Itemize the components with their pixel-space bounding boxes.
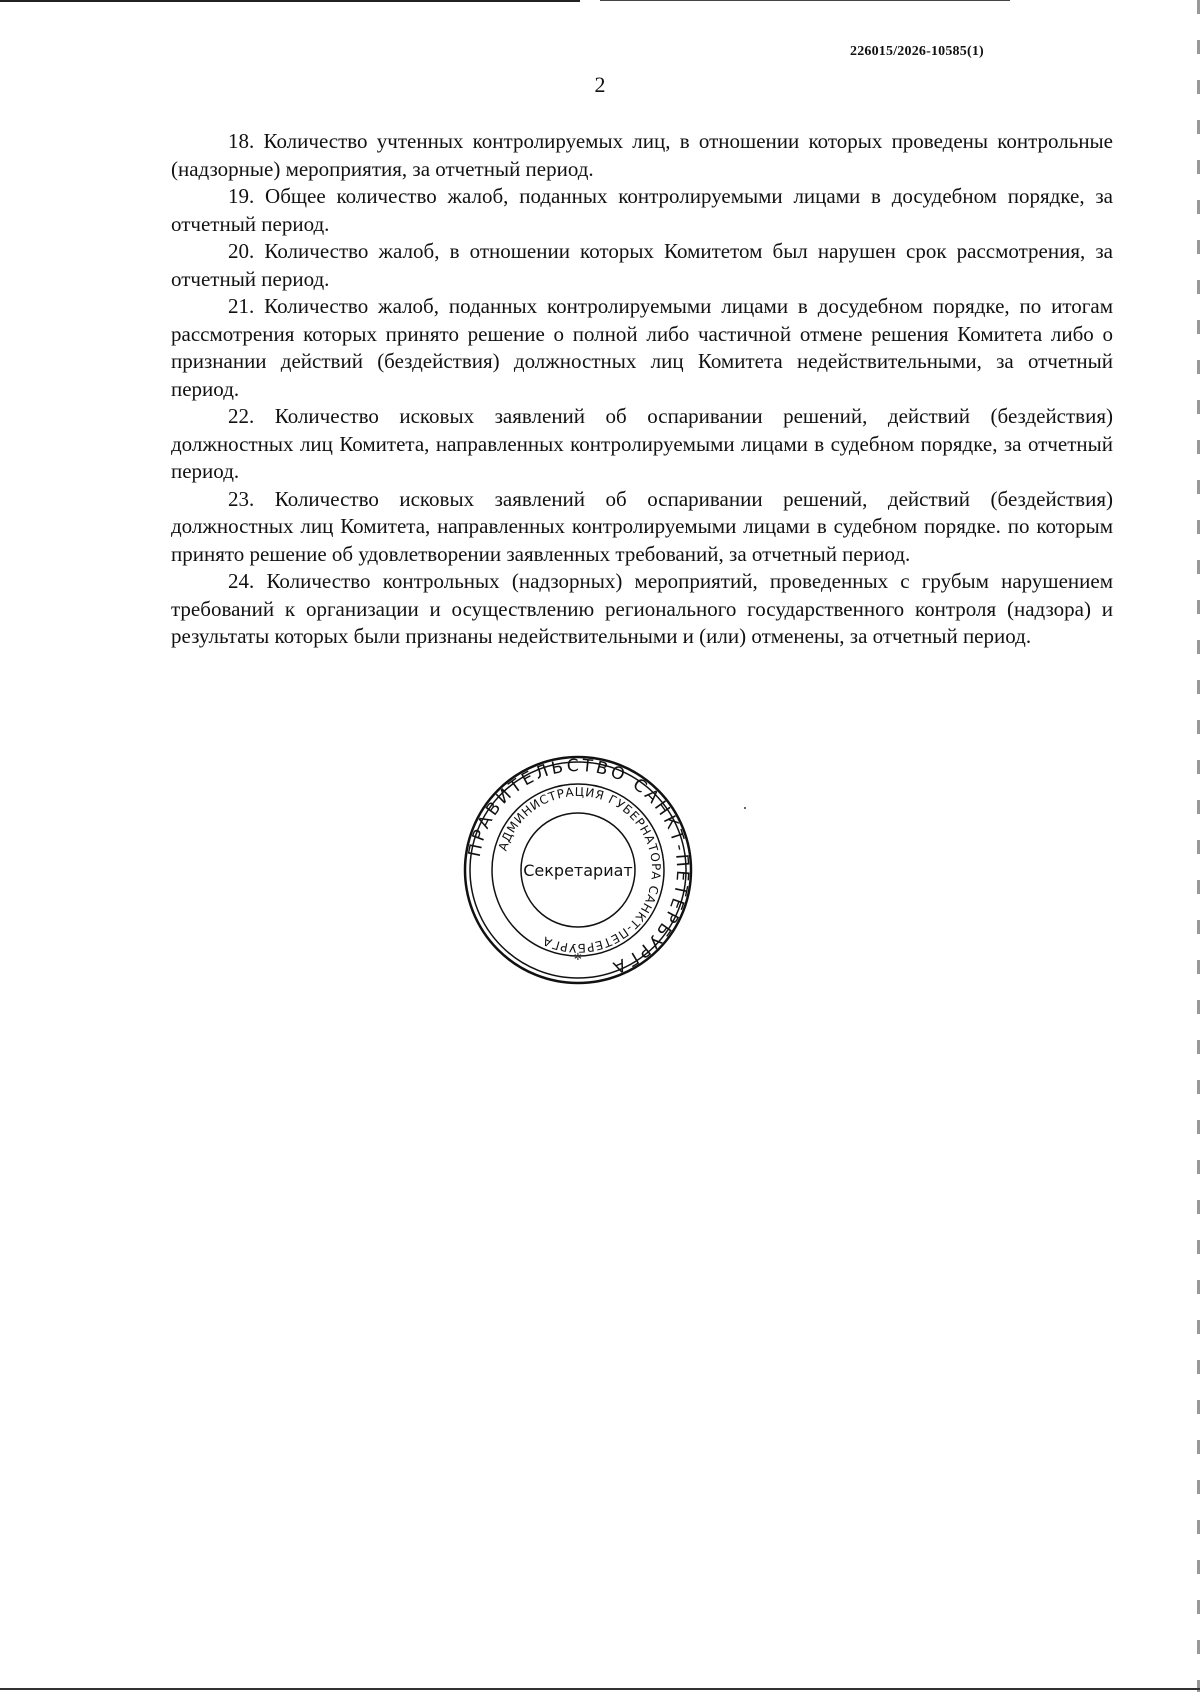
official-seal-stamp <box>461 755 695 985</box>
paragraph-21: 21. Количество жалоб, поданных контролируемыми лицами в досудебном порядке, по итогам рассмотрения которых принято решение о полной либо частичной отмене решения Комитета либо о признании действий (бездействия) должностных лиц Комитета недействительными, за отчетный период. <box>171 294 1113 401</box>
paragraph-20: 20. Количество жалоб, в отношении которых Комитетом был нарушен срок рассмотрения, за отчетный период. <box>171 239 1113 291</box>
scan-speck <box>744 807 746 809</box>
document-id: 226015/2026-10585(1) <box>850 44 984 59</box>
paragraph-23: 23. Количество исковых заявлений об оспаривании решений, действий (бездействия) должностных лиц Комитета, направленных контролируемыми лицами в судебном порядке. по которым принято решение об удовлетворении заявленных требований, за отчетный период. <box>171 486 1113 566</box>
paragraph-22: 22. Количество исковых заявлений об оспаривании решений, действий (бездействия) должностных лиц Комитета, направленных контролируемыми лицами в судебном порядке, за отчетный период. <box>171 404 1113 483</box>
top-scan-rule-right <box>600 0 1010 1</box>
paragraph-18: 18. Количество учтенных контролируемых лиц, в отношении которых проведены контрольные (надзорные) мероприятия, за отчетный период. <box>171 129 1113 181</box>
paragraph-19: 19. Общее количество жалоб, поданных контролируемыми лицами в досудебном порядке, за отчетный период. <box>171 184 1113 236</box>
bottom-scan-rule <box>0 1688 1200 1690</box>
stamp-outer-text: ПРАВИТЕЛЬСТВО САНКТ-ПЕТЕРБУРГА <box>464 755 693 979</box>
stamp-inner-text: АДМИНИСТРАЦИЯ ГУБЕРНАТОРА САНКТ-ПЕТЕРБУРГА <box>495 784 664 956</box>
stamp-star-icon: ✲ <box>573 952 583 963</box>
top-scan-rule <box>0 0 580 2</box>
page-number: 2 <box>594 72 606 97</box>
paragraph-24: 24. Количество контрольных (надзорных) мероприятий, проведенных с грубым нарушением требований к организации и осуществлению регионального государственного контроля (надзора) и результаты которых были признаны недействительными и (или) отменены, за отчетный период. <box>171 569 1113 648</box>
document-body <box>171 128 1113 651</box>
stamp-center-text: Секретариат <box>523 861 633 880</box>
